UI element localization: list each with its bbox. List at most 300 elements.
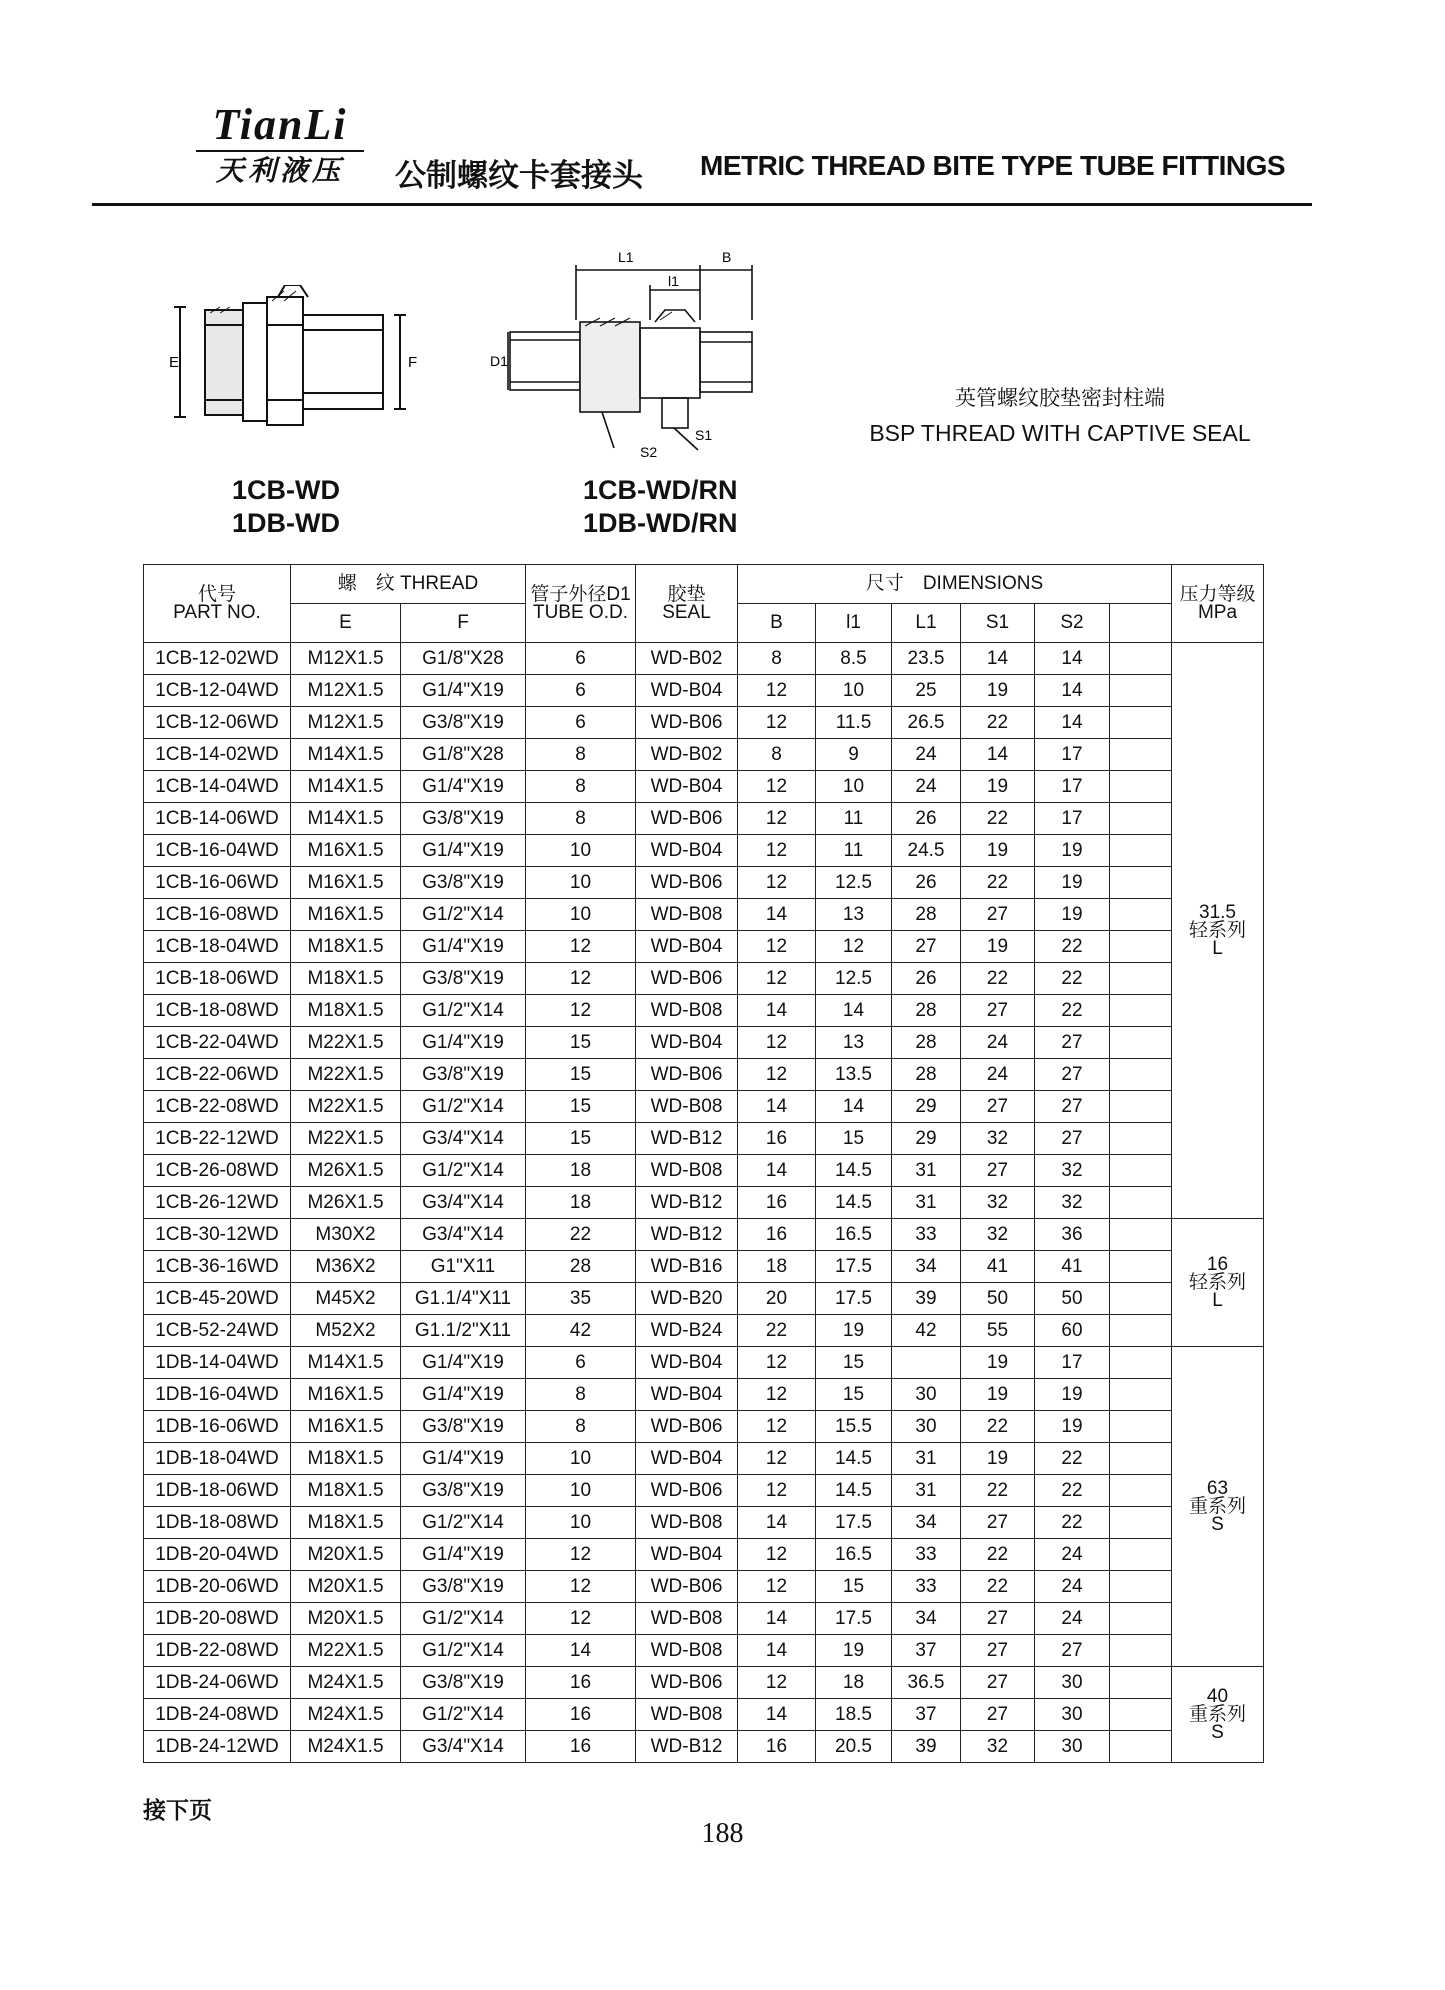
table-cell: 19 [961,1379,1035,1411]
header-l1-small: l1 [816,604,892,643]
table-cell: 19 [1035,1411,1110,1443]
header-tube-en: TUBE O.D. [532,601,628,623]
table-cell: 1CB-22-04WD [144,1027,291,1059]
model-1cb-wd: 1CB-WD [232,475,340,505]
table-cell: 28 [892,1027,961,1059]
table-cell: 14 [961,739,1035,771]
table-cell: 10 [526,867,636,899]
model-1cb-wd-rn: 1CB-WD/RN [583,475,738,505]
table-cell: 41 [1035,1251,1110,1283]
table-cell: G1/8"X28 [401,643,526,675]
table-cell-blank [1110,963,1172,995]
table-cell: 12 [526,1603,636,1635]
table-cell: 1DB-16-04WD [144,1379,291,1411]
table-cell-blank [1110,707,1172,739]
table-cell: 12 [738,1571,816,1603]
table-cell: 8 [526,803,636,835]
table-row [144,931,1264,963]
table-cell: 15 [526,1123,636,1155]
table-cell: 12 [738,803,816,835]
table-cell: 1CB-14-04WD [144,771,291,803]
table-cell: 24 [961,1059,1035,1091]
model-1db-wd: 1DB-WD [232,508,340,538]
table-cell: 16 [738,1219,816,1251]
table-cell-blank [1110,1091,1172,1123]
table-cell: 17 [1035,739,1110,771]
table-cell: G1/2"X14 [401,899,526,931]
table-cell: 14 [961,643,1035,675]
table-cell: 15 [816,1571,892,1603]
table-cell: G1/4"X19 [401,1539,526,1571]
table-cell: G1/4"X19 [401,675,526,707]
dim-label-l1-outer: L1 [618,249,634,265]
table-cell-blank [1110,1731,1172,1763]
table-cell: M22X1.5 [291,1027,401,1059]
table-cell: G1"X11 [401,1251,526,1283]
table-cell: WD-B08 [636,1091,738,1123]
table-cell: 1DB-18-08WD [144,1507,291,1539]
table-cell: 19 [816,1315,892,1347]
table-cell: WD-B06 [636,1571,738,1603]
table-row [144,1667,1264,1699]
table-cell: 37 [892,1635,961,1667]
table-cell: 50 [1035,1283,1110,1315]
fitting-drawing-left [160,285,430,435]
table-cell: 12 [526,995,636,1027]
table-cell: 1CB-18-08WD [144,995,291,1027]
table-cell: 55 [961,1315,1035,1347]
logo-chinese: 天利液压 [215,154,344,187]
table-cell: 29 [892,1091,961,1123]
table-cell: WD-B08 [636,1603,738,1635]
table-cell: 10 [526,835,636,867]
table-cell: M24X1.5 [291,1699,401,1731]
table-cell: 18 [526,1155,636,1187]
table-cell: 8 [526,771,636,803]
table-cell: 13 [816,1027,892,1059]
table-cell-blank [1110,1699,1172,1731]
table-cell-blank [1110,1283,1172,1315]
table-cell [892,1347,961,1379]
table-cell: 26 [892,867,961,899]
table-cell: 35 [526,1283,636,1315]
table-cell: 30 [1035,1667,1110,1699]
table-cell: 27 [961,1667,1035,1699]
table-cell: 12 [738,835,816,867]
table-cell: 22 [738,1315,816,1347]
dim-label-s2: S2 [640,444,658,460]
header-pressure-cn: 压力等级 [1179,583,1256,605]
table-cell: 34 [892,1507,961,1539]
table-cell: G1/2"X14 [401,1699,526,1731]
table-cell-blank [1110,1059,1172,1091]
table-cell: 16.5 [816,1539,892,1571]
table-row [144,1539,1264,1571]
table-row [144,963,1264,995]
table-cell: WD-B08 [636,1699,738,1731]
table-cell: 1DB-24-08WD [144,1699,291,1731]
table-cell: 32 [961,1731,1035,1763]
table-cell: 12 [738,1443,816,1475]
dim-label-s1: S1 [695,427,713,443]
table-cell: 27 [961,1155,1035,1187]
table-cell: G3/8"X19 [401,1667,526,1699]
table-cell: M30X2 [291,1219,401,1251]
table-cell: 14 [1035,675,1110,707]
table-cell-blank [1110,1347,1172,1379]
header-seal-en: SEAL [662,601,711,623]
table-row [144,835,1264,867]
table-cell: 27 [1035,1091,1110,1123]
table-row [144,1475,1264,1507]
table-cell: 12 [738,675,816,707]
table-cell: G1/4"X19 [401,1443,526,1475]
table-cell: WD-B02 [636,739,738,771]
table-cell: 22 [526,1219,636,1251]
table-cell: 12 [738,771,816,803]
table-cell: 12 [738,707,816,739]
table-cell: 14.5 [816,1155,892,1187]
table-cell: 16 [738,1187,816,1219]
table-cell: 41 [961,1251,1035,1283]
header-thread: 螺 纹 THREAD [291,565,526,604]
table-cell: 14 [738,1507,816,1539]
table-cell: 10 [526,1475,636,1507]
table-cell: M20X1.5 [291,1539,401,1571]
table-cell: 10 [816,771,892,803]
pressure-code: S [1211,1721,1224,1743]
table-cell: WD-B04 [636,675,738,707]
table-cell-blank [1110,1539,1172,1571]
table-cell: 1CB-18-04WD [144,931,291,963]
table-cell: 27 [1035,1635,1110,1667]
table-cell: 8 [738,643,816,675]
table-cell: 12 [738,931,816,963]
table-cell: 22 [961,867,1035,899]
table-cell: 12 [738,867,816,899]
model-label-left [232,474,340,540]
table-cell: 34 [892,1603,961,1635]
table-cell: 12 [526,931,636,963]
table-cell: 36 [1035,1219,1110,1251]
pressure-group [1172,1667,1264,1763]
header-seal [636,565,738,643]
table-cell: G3/8"X19 [401,707,526,739]
table-cell: 14 [1035,643,1110,675]
table-cell-blank [1110,1603,1172,1635]
table-cell: 1CB-30-12WD [144,1219,291,1251]
table-cell: G1/2"X14 [401,1155,526,1187]
table-cell: 1CB-45-20WD [144,1283,291,1315]
table-cell: 27 [961,1091,1035,1123]
pressure-code: L [1212,937,1223,959]
table-cell-blank [1110,643,1172,675]
pressure-series: 重系列 [1188,1703,1246,1725]
table-row [144,739,1264,771]
table-cell: 15 [526,1059,636,1091]
table-cell: 22 [1035,1443,1110,1475]
table-cell: 19 [961,675,1035,707]
table-cell: 1DB-24-06WD [144,1667,291,1699]
table-cell: 14 [738,1155,816,1187]
table-cell: 10 [526,1507,636,1539]
page-number: 188 [701,1818,744,1849]
table-cell: 39 [892,1283,961,1315]
table-cell: M14X1.5 [291,803,401,835]
table-cell: 16 [526,1731,636,1763]
table-cell: 22 [961,1571,1035,1603]
header-tube-od [526,565,636,643]
table-row [144,643,1264,675]
table-cell-blank [1110,867,1172,899]
pressure-code: L [1212,1289,1223,1311]
table-cell: 8.5 [816,643,892,675]
table-cell: 14 [526,1635,636,1667]
table-cell: 33 [892,1571,961,1603]
table-row [144,1219,1264,1251]
table-cell: 24 [961,1027,1035,1059]
table-row [144,1411,1264,1443]
header-l1-large: L1 [892,604,961,643]
table-row [144,707,1264,739]
table-cell: G1/2"X14 [401,1091,526,1123]
table-cell: 19 [961,1347,1035,1379]
dim-label-b: B [722,249,732,265]
table-cell: WD-B08 [636,995,738,1027]
pressure-series: 轻系列 [1188,919,1246,941]
table-cell-blank [1110,1123,1172,1155]
table-cell: 16 [526,1667,636,1699]
table-cell: WD-B12 [636,1731,738,1763]
table-cell-blank [1110,1027,1172,1059]
table-cell: 26 [892,963,961,995]
table-row [144,899,1264,931]
table-cell: G3/4"X14 [401,1123,526,1155]
table-cell: WD-B24 [636,1315,738,1347]
table-cell-blank [1110,835,1172,867]
table-cell: M52X2 [291,1315,401,1347]
table-cell: 28 [892,1059,961,1091]
table-cell: G3/8"X19 [401,867,526,899]
table-cell: 19 [816,1635,892,1667]
header-s2: S2 [1035,604,1110,643]
table-row [144,1315,1264,1347]
table-row [144,1379,1264,1411]
table-cell: G1/2"X14 [401,1635,526,1667]
table-cell: WD-B04 [636,771,738,803]
table-row [144,1699,1264,1731]
table-cell: 8 [526,1379,636,1411]
table-cell: 1CB-22-06WD [144,1059,291,1091]
table-cell: M22X1.5 [291,1091,401,1123]
table-cell: G1/2"X14 [401,1603,526,1635]
table-cell: 12 [526,1571,636,1603]
table-cell-blank [1110,1315,1172,1347]
spec-table [143,564,1264,1763]
table-cell: WD-B06 [636,1411,738,1443]
table-cell: 22 [1035,963,1110,995]
table-cell: 8 [526,739,636,771]
table-cell: 14.5 [816,1187,892,1219]
table-row [144,1059,1264,1091]
table-cell: 9 [816,739,892,771]
table-cell: 19 [1035,899,1110,931]
table-cell: 12.5 [816,963,892,995]
table-cell: M12X1.5 [291,643,401,675]
table-cell: 1DB-16-06WD [144,1411,291,1443]
table-cell: 17 [1035,1347,1110,1379]
table-cell: G3/8"X19 [401,1059,526,1091]
table-cell: 1CB-12-04WD [144,675,291,707]
table-cell: M14X1.5 [291,739,401,771]
table-cell: 32 [961,1123,1035,1155]
table-cell-blank [1110,1219,1172,1251]
table-cell: 31 [892,1475,961,1507]
table-cell: 1DB-14-04WD [144,1347,291,1379]
table-row [144,1635,1264,1667]
table-cell: 24 [1035,1571,1110,1603]
table-cell: M20X1.5 [291,1571,401,1603]
table-cell: G1/4"X19 [401,1347,526,1379]
table-cell: 27 [961,995,1035,1027]
table-cell: 32 [961,1219,1035,1251]
table-cell: 1CB-18-06WD [144,963,291,995]
table-cell: 33 [892,1219,961,1251]
table-cell: WD-B08 [636,1155,738,1187]
note-chinese: 英管螺纹胶垫密封柱端 [955,387,1165,410]
table-cell: G1/4"X19 [401,931,526,963]
pressure-value: 40 [1206,1685,1229,1707]
table-cell: 22 [961,803,1035,835]
table-cell: M14X1.5 [291,1347,401,1379]
table-cell: 15 [526,1091,636,1123]
table-cell: 12 [738,1379,816,1411]
table-cell: 24 [892,771,961,803]
header-e: E [291,604,401,643]
model-label-right [583,474,738,540]
table-cell: 12 [526,963,636,995]
table-cell: 1CB-22-08WD [144,1091,291,1123]
table-cell: M16X1.5 [291,899,401,931]
table-cell: 27 [961,899,1035,931]
table-cell-blank [1110,675,1172,707]
table-cell-blank [1110,1443,1172,1475]
table-cell: M20X1.5 [291,1603,401,1635]
table-cell: G3/4"X14 [401,1731,526,1763]
dim-label-d1: D1 [490,353,508,369]
table-cell: 1DB-18-06WD [144,1475,291,1507]
table-cell: G3/8"X19 [401,1571,526,1603]
table-cell: G1/4"X19 [401,1379,526,1411]
table-row [144,675,1264,707]
table-cell: 12 [738,1411,816,1443]
table-cell: 28 [526,1251,636,1283]
table-cell: 14 [738,1635,816,1667]
table-cell: 15 [526,1027,636,1059]
table-cell: WD-B04 [636,931,738,963]
table-cell: 17 [1035,803,1110,835]
table-cell: G1/8"X28 [401,739,526,771]
table-cell: 1CB-16-04WD [144,835,291,867]
table-cell: 32 [961,1187,1035,1219]
table-cell: 22 [961,1539,1035,1571]
table-cell: WD-B06 [636,867,738,899]
table-cell-blank [1110,1411,1172,1443]
table-cell: 12 [738,1027,816,1059]
table-cell: 12.5 [816,867,892,899]
table-cell: 22 [1035,931,1110,963]
table-cell: 1CB-14-02WD [144,739,291,771]
dim-label-e: E [169,354,180,371]
table-cell: WD-B20 [636,1283,738,1315]
table-cell: G3/8"X19 [401,1475,526,1507]
table-cell: G3/4"X14 [401,1187,526,1219]
table-cell: 1CB-12-06WD [144,707,291,739]
table-cell: 27 [961,1603,1035,1635]
table-cell: 23.5 [892,643,961,675]
table-cell: 50 [961,1283,1035,1315]
table-cell: 30 [1035,1731,1110,1763]
table-cell: 8 [526,1411,636,1443]
table-cell: 11.5 [816,707,892,739]
table-row [144,1443,1264,1475]
table-cell: 1CB-36-16WD [144,1251,291,1283]
table-cell: WD-B06 [636,707,738,739]
table-cell: 1DB-22-08WD [144,1635,291,1667]
table-cell: 1CB-52-24WD [144,1315,291,1347]
table-cell: 36.5 [892,1667,961,1699]
table-cell: WD-B06 [636,1475,738,1507]
table-cell: M22X1.5 [291,1123,401,1155]
table-row [144,1155,1264,1187]
table-cell: G3/8"X19 [401,803,526,835]
table-cell: WD-B06 [636,963,738,995]
table-cell: 8 [738,739,816,771]
header-s1: S1 [961,604,1035,643]
table-cell: G1/4"X19 [401,771,526,803]
table-cell: 14.5 [816,1443,892,1475]
table-cell: 31 [892,1187,961,1219]
table-cell: 32 [1035,1155,1110,1187]
table-cell: 14 [1035,707,1110,739]
table-cell: 13.5 [816,1059,892,1091]
table-cell: M18X1.5 [291,1507,401,1539]
table-cell: 42 [526,1315,636,1347]
table-cell: 27 [1035,1059,1110,1091]
table-cell: M24X1.5 [291,1667,401,1699]
header-pressure [1172,565,1264,643]
table-cell-blank [1110,931,1172,963]
table-cell: 1DB-20-08WD [144,1603,291,1635]
table-cell: G3/8"X19 [401,1411,526,1443]
table-cell: 18 [816,1667,892,1699]
table-row [144,1507,1264,1539]
table-cell: WD-B12 [636,1219,738,1251]
table-cell: 12 [738,1059,816,1091]
table-cell: 37 [892,1699,961,1731]
table-cell: 10 [816,675,892,707]
table-row [144,1251,1264,1283]
table-cell-blank [1110,1251,1172,1283]
table-cell: 6 [526,643,636,675]
table-cell: 6 [526,675,636,707]
table-cell: WD-B04 [636,835,738,867]
table-row [144,867,1264,899]
table-cell: 27 [961,1699,1035,1731]
spec-table-body [144,643,1264,1763]
table-cell: 39 [892,1731,961,1763]
table-cell: G1/4"X19 [401,1027,526,1059]
